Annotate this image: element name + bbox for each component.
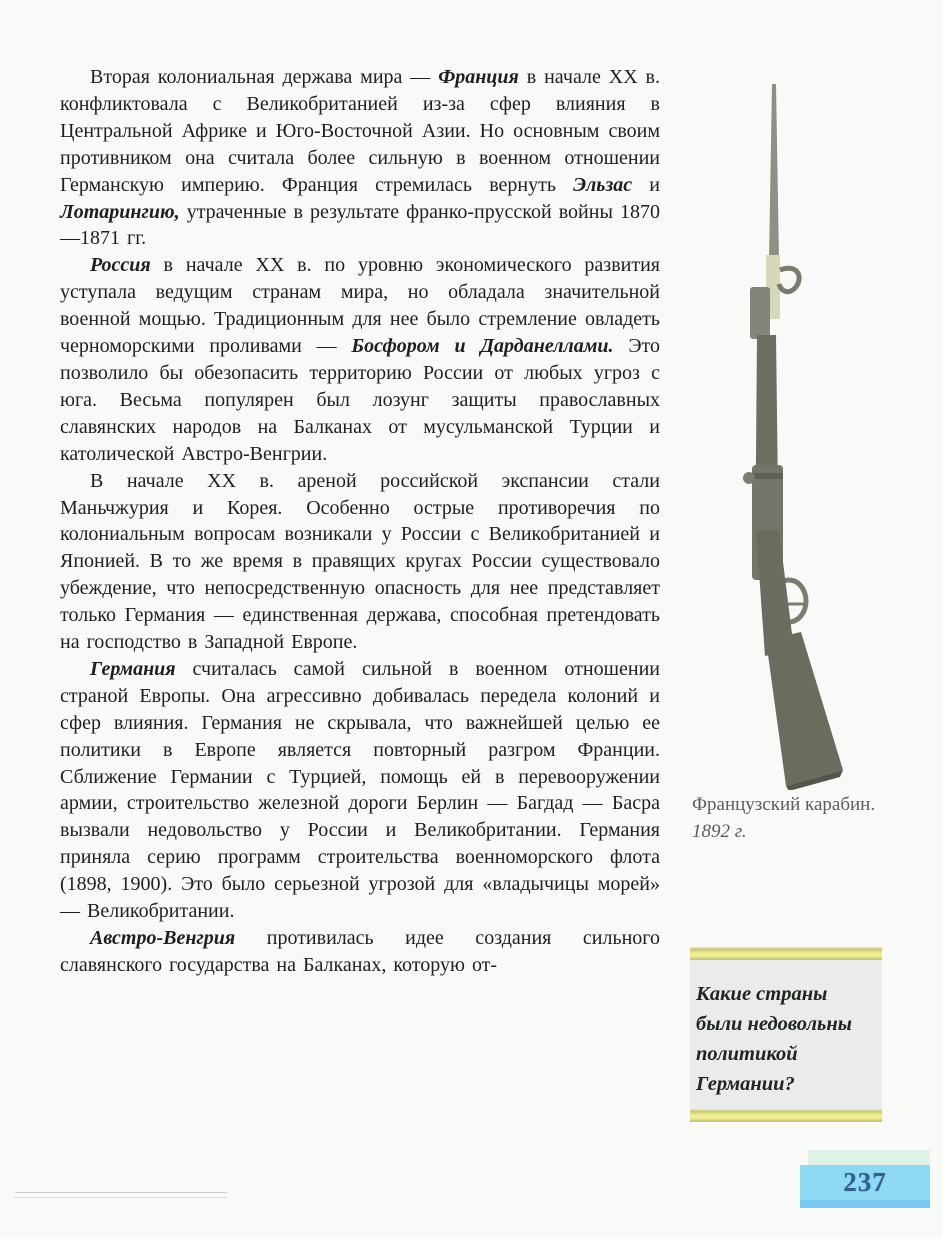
article-paragraphs (60, 64, 660, 979)
french-carbine-photo (690, 80, 900, 790)
paragraph (60, 656, 660, 925)
page-edge-line (15, 1192, 227, 1198)
figure-caption-text: Французский карабин. (692, 794, 876, 815)
emphasized-term: Босфором и Дарданеллами. (351, 335, 614, 358)
question-text: Какие страны были недовольны политикой Германии? (696, 983, 853, 1095)
question-panel (690, 947, 882, 1122)
emphasized-term: Лотарингию, (60, 200, 180, 223)
paragraph-text: Это позволило бы обезопасить территорию России от любых угроз с юга. Весьма популярен был лозунг защиты православных славянских народов на Балканах от мусульманской Турции и католической Австро-Венгрии. (60, 335, 661, 465)
paragraph (60, 64, 660, 252)
page-number-box (800, 1150, 930, 1208)
paragraph-text: в начале XX в. по уровню экономического развития уступала ведущим странам мира, но обладала значительной военной мощью. Традиционным для нее было стремление овладеть черноморскими проливами — (60, 254, 660, 358)
page-number-bottom-strip (800, 1200, 930, 1208)
page-number: 237 (843, 1167, 887, 1197)
paragraph (60, 252, 660, 467)
figure-caption-year: 1892 г. (692, 821, 747, 842)
paragraph (60, 925, 660, 979)
paragraph-text: в начале XX в. конфликтовала с Великобританией из-за сфер влияния в Центральной Африке и Юго-Восточной Азии. Но основным своим противником она считала более сильную в военном отношении Германскую империю. Франция стремилась вернуть (60, 66, 660, 196)
emphasized-term: Эльзас (573, 173, 633, 196)
emphasized-term: Россия (90, 254, 151, 277)
paragraph-text: Вторая колониальная держава мира — (90, 66, 439, 88)
figure-caption (692, 791, 887, 845)
accent-bar-bottom (690, 1109, 882, 1122)
accent-bar-top (690, 947, 882, 960)
paragraph-text: противилась идее создания сильного славянского государства на Балканах, которую от- (60, 927, 660, 976)
page-number-mint-strip (808, 1150, 930, 1165)
emphasized-term: Австро-Венгрия (90, 927, 236, 949)
paragraph-text: и (632, 173, 661, 196)
paragraph-text: В начале XX в. ареной российской экспансии стали Маньчжурия и Корея. Особенно острые противоречия по колониальным вопросам возникали у России с Великобританией и Японией. В то же время в правящих кругах России существовало убеждение, что непосредственную опасность для нее представляет только Германия — единственная держава, способная претендовать на господство в Западной Европе. (60, 469, 660, 654)
paragraph (60, 468, 660, 656)
page-number-blue-field (800, 1165, 930, 1200)
emphasized-term: Германия (90, 657, 176, 680)
paragraph-text: считалась самой сильной в военном отношении страной Европы. Она агрессивно добивалась передела колоний и сфер влияния. Германия не скрывала, что важнейшей целью ее политики в Европе является повторный разгром Франции. Сближение Германии с Турцией, помощь ей в перевооружении армии, строительство железной дороги Берлин — Багдад — Басра вызвали недовольство у России и Великобритании. Германия приняла серию программ строительства военноморского флота (1898, 1900). Это было серьезной угрозой для «владычицы морей» — Великобритании. (60, 657, 660, 923)
paragraph-text: утраченные в результате франко-прусской войны 1870—1871 гг. (60, 200, 660, 250)
emphasized-term: Франция (438, 66, 519, 88)
